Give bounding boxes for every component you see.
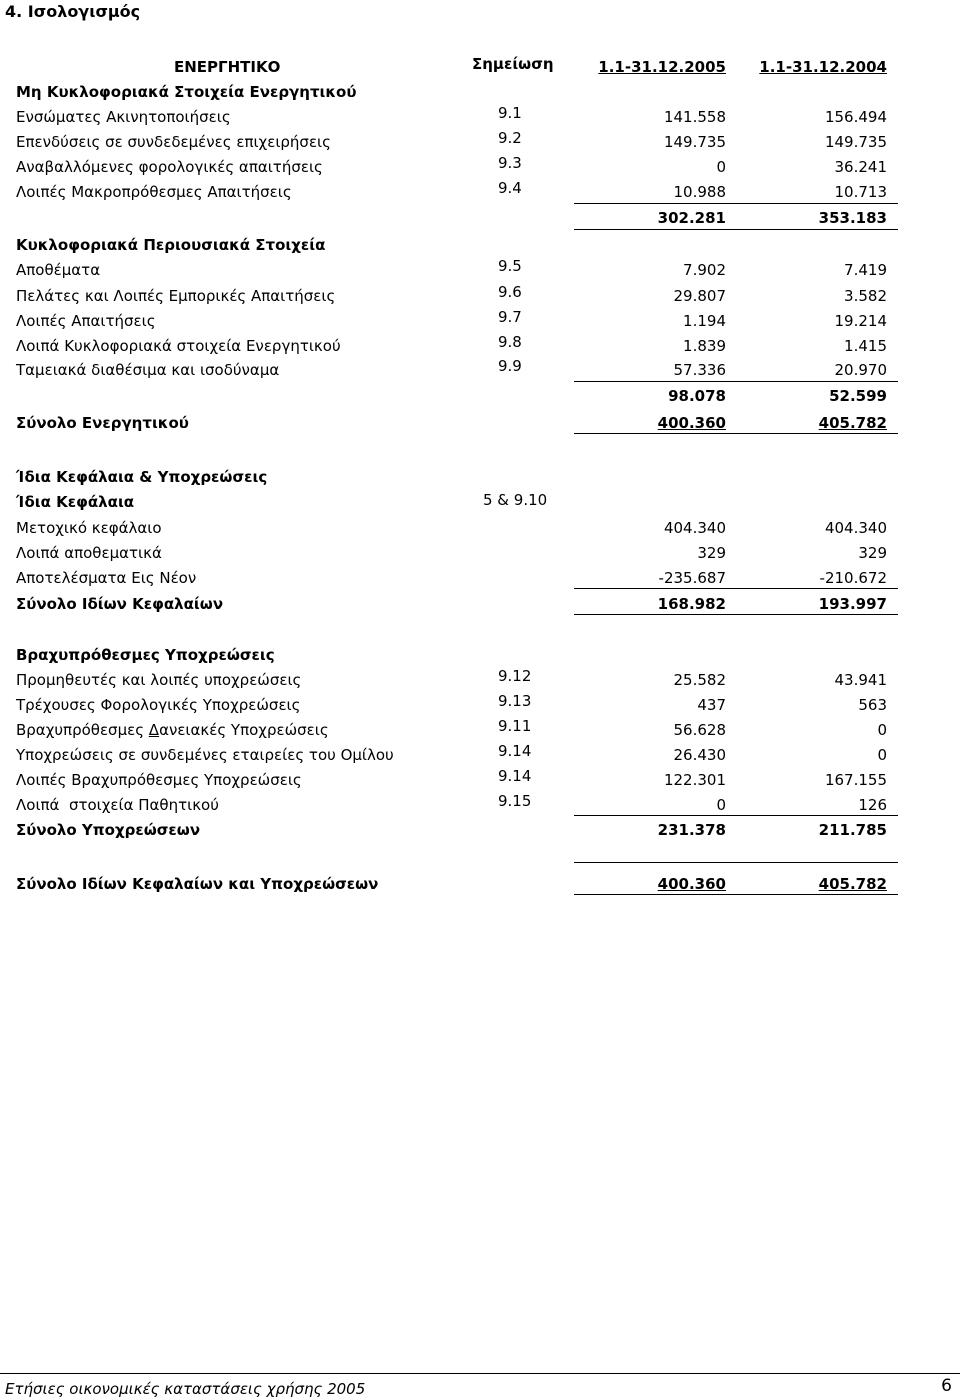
- row-value-2004: 3.582: [844, 287, 887, 305]
- row-value-2004: 10.713: [834, 183, 887, 201]
- row-note: 9.3: [498, 154, 522, 172]
- row-label: Ταμειακά διαθέσιμα και ισοδύναμα: [16, 361, 280, 379]
- row-value-2005: 329: [697, 544, 726, 562]
- subtotal-rule: [574, 614, 898, 615]
- subtotal-rule: [574, 862, 898, 863]
- row-value-2005: 7.902: [683, 261, 726, 279]
- row-value-2005: 29.807: [673, 287, 726, 305]
- row-value-2005: -235.687: [658, 569, 726, 587]
- current-total-2005: 98.078: [668, 387, 726, 405]
- row-label: Πελάτες και Λοιπές Εμπορικές Απαιτήσεις: [16, 287, 336, 305]
- row-note: 9.14: [498, 742, 532, 760]
- grand-total-2005: 400.360: [657, 875, 726, 893]
- equity-heading: Ίδια Κεφάλαια: [16, 493, 135, 511]
- liabilities-total-2004: 211.785: [818, 821, 887, 839]
- row-value-2004: 43.941: [834, 671, 887, 689]
- row-label: Ενσώματες Ακινητοποιήσεις: [16, 108, 231, 126]
- row-value-2004: 404.340: [824, 519, 887, 537]
- subtotal-rule: [574, 203, 898, 204]
- grand-total-2004: 405.782: [818, 875, 887, 893]
- label-part: ανειακές Υποχρεώσεις: [159, 721, 329, 739]
- page-number: 6: [941, 1376, 952, 1396]
- row-value-2004: 36.241: [834, 158, 887, 176]
- row-note: 9.15: [498, 792, 532, 810]
- row-note: 9.5: [498, 257, 522, 275]
- label-part-underlined: Δ: [148, 721, 160, 739]
- total-rule: [574, 894, 898, 895]
- row-value-2004: 0: [877, 746, 887, 764]
- noncurrent-total-2004: 353.183: [818, 209, 887, 227]
- row-label: Αποθέματα: [16, 261, 101, 279]
- row-label: Λοιπά στοιχεία Παθητικού: [16, 796, 219, 814]
- liabilities-heading: Βραχυπρόθεσμες Υποχρεώσεις: [16, 646, 275, 664]
- row-label: Υποχρεώσεις σε συνδεμένες εταιρείες του Ομίλου: [16, 746, 394, 764]
- row-label: [16, 721, 329, 739]
- note-column-header: Σημείωση: [472, 55, 554, 73]
- current-heading: Κυκλοφοριακά Περιουσιακά Στοιχεία: [16, 236, 326, 254]
- row-note: 9.2: [498, 129, 522, 147]
- row-note: 9.13: [498, 692, 532, 710]
- equity-total-2004: 193.997: [818, 595, 887, 613]
- row-note: 9.8: [498, 333, 522, 351]
- equity-total-2005: 168.982: [657, 595, 726, 613]
- row-label: Λοιπές Βραχυπρόθεσμες Υποχρεώσεις: [16, 771, 302, 789]
- row-value-2004: 126: [858, 796, 887, 814]
- row-value-2005: 10.988: [673, 183, 726, 201]
- row-label: Λοιπά αποθεματικά: [16, 544, 162, 562]
- row-value-2004: 1.415: [844, 337, 887, 355]
- subtotal-rule: [574, 815, 898, 816]
- row-value-2004: 19.214: [834, 312, 887, 330]
- total-rule: [574, 433, 898, 434]
- row-label: Λοιπές Απαιτήσεις: [16, 312, 156, 330]
- row-value-2005: 0: [716, 158, 726, 176]
- row-note: 9.9: [498, 357, 522, 375]
- liabilities-total-2005: 231.378: [657, 821, 726, 839]
- row-value-2004: 167.155: [824, 771, 887, 789]
- noncurrent-total-2005: 302.281: [657, 209, 726, 227]
- subtotal-rule: [574, 229, 898, 230]
- row-value-2005: 122.301: [663, 771, 726, 789]
- current-total-2004: 52.599: [829, 387, 887, 405]
- row-label: Αναβαλλόμενες φορολογικές απαιτήσεις: [16, 158, 323, 176]
- row-label: Λοιπές Μακροπρόθεσμες Απαιτήσεις: [16, 183, 292, 201]
- row-label: Λοιπά Κυκλοφοριακά στοιχεία Ενεργητικού: [16, 337, 341, 355]
- footer-text: Ετήσιες οικονομικές καταστάσεις χρήσης 2005: [5, 1380, 366, 1398]
- row-value-2005: 404.340: [663, 519, 726, 537]
- row-note: 9.6: [498, 283, 522, 301]
- row-label: Τρέχουσες Φορολογικές Υποχρεώσεις: [16, 696, 301, 714]
- row-value-2004: 0: [877, 721, 887, 739]
- grand-total-label: Σύνολο Ιδίων Κεφαλαίων και Υποχρεώσεων: [16, 875, 379, 893]
- row-value-2005: 57.336: [673, 361, 726, 379]
- page-title: 4. Ισολογισμός: [5, 2, 141, 21]
- equity-liabilities-heading: Ίδια Κεφάλαια & Υποχρεώσεις: [16, 468, 268, 486]
- row-value-2004: 7.419: [844, 261, 887, 279]
- row-value-2004: 329: [858, 544, 887, 562]
- label-part: Βραχυπρόθεσμες: [16, 721, 149, 739]
- row-value-2005: 56.628: [673, 721, 726, 739]
- assets-header: ΕΝΕΡΓΗΤΙΚΟ: [174, 58, 281, 76]
- row-value-2005: 26.430: [673, 746, 726, 764]
- row-label: Επενδύσεις σε συνδεδεμένες επιχειρήσεις: [16, 133, 331, 151]
- subtotal-rule: [574, 381, 898, 382]
- col-2005-header: 1.1-31.12.2005: [598, 58, 726, 76]
- row-value-2005: 25.582: [673, 671, 726, 689]
- row-value-2004: 20.970: [834, 361, 887, 379]
- equity-note: 5 & 9.10: [483, 491, 548, 509]
- row-value-2005: 0: [716, 796, 726, 814]
- row-label: Μετοχικό κεφάλαιο: [16, 519, 162, 537]
- row-value-2005: 149.735: [663, 133, 726, 151]
- total-assets-label: Σύνολο Ενεργητικού: [16, 414, 189, 432]
- row-value-2004: 149.735: [824, 133, 887, 151]
- total-assets-2005: 400.360: [657, 414, 726, 432]
- liabilities-total-label: Σύνολο Υποχρεώσεων: [16, 821, 201, 839]
- row-value-2005: 141.558: [663, 108, 726, 126]
- row-label: Αποτελέσματα Εις Νέον: [16, 569, 197, 587]
- footer-rule: [0, 1373, 960, 1374]
- row-note: 9.14: [498, 767, 532, 785]
- row-note: 9.4: [498, 179, 522, 197]
- row-value-2004: 563: [858, 696, 887, 714]
- row-value-2004: -210.672: [819, 569, 887, 587]
- equity-total-label: Σύνολο Ιδίων Κεφαλαίων: [16, 595, 224, 613]
- row-note: 9.7: [498, 308, 522, 326]
- noncurrent-heading: Μη Κυκλοφοριακά Στοιχεία Ενεργητικού: [16, 83, 357, 101]
- row-label: Προμηθευτές και λοιπές υποχρεώσεις: [16, 671, 302, 689]
- col-2004-header: 1.1-31.12.2004: [759, 58, 887, 76]
- subtotal-rule: [574, 588, 898, 589]
- row-value-2004: 156.494: [824, 108, 887, 126]
- total-assets-2004: 405.782: [818, 414, 887, 432]
- row-note: 9.12: [498, 667, 532, 685]
- row-value-2005: 1.839: [683, 337, 726, 355]
- row-note: 9.1: [498, 104, 522, 122]
- row-value-2005: 1.194: [683, 312, 726, 330]
- row-value-2005: 437: [697, 696, 726, 714]
- row-note: 9.11: [498, 717, 532, 735]
